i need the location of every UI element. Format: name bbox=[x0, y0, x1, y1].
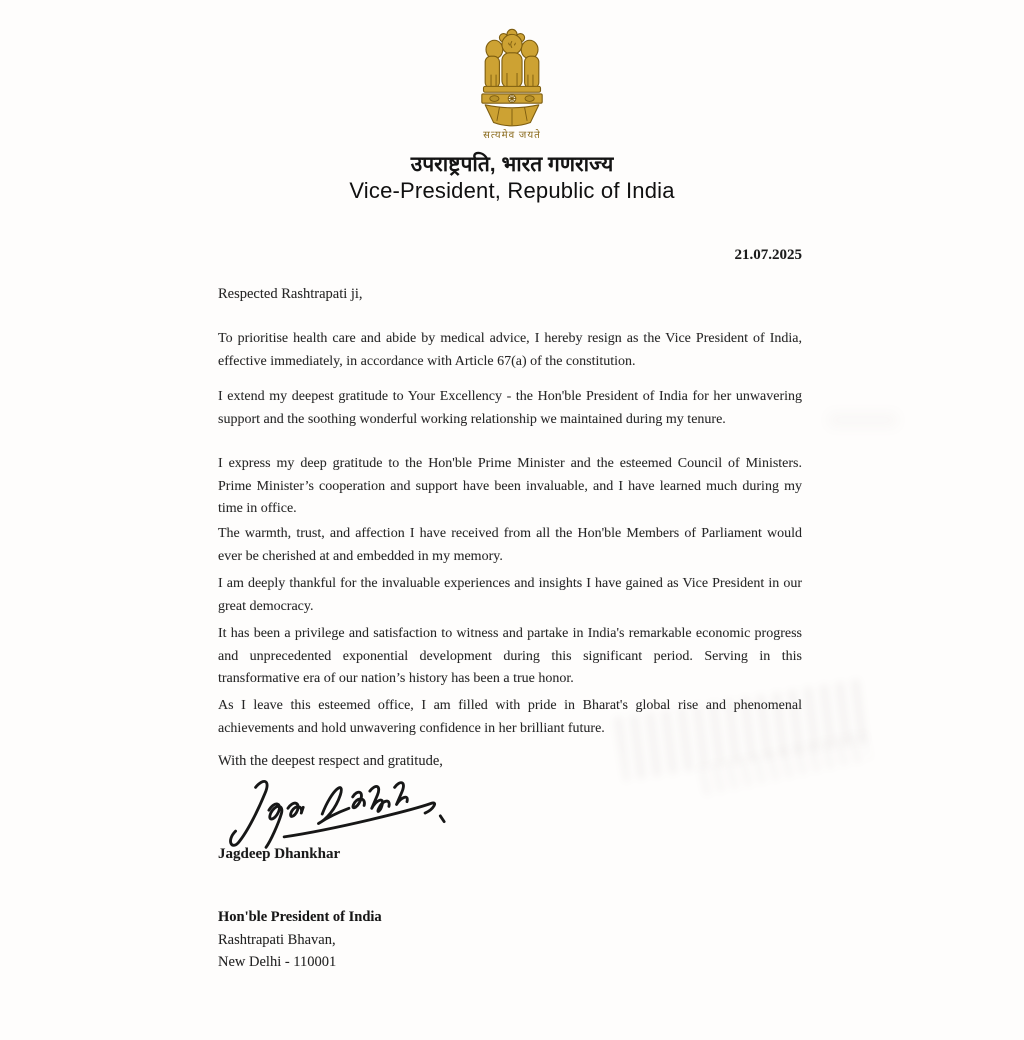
paragraph-resignation: To prioritise health care and abide by medical advice, I hereby resign as the Vice President of India, effective immediately, in accordance with Article 67(a) of the constitution. bbox=[218, 331, 802, 369]
recipient-address-line1: Rashtrapati Bhavan, bbox=[218, 931, 336, 948]
paragraph-parliament: The warmth, trust, and affection I have received from all the Hon'ble Members of Parliament would ever be cherished at and embedded in my memory. bbox=[218, 526, 802, 564]
paragraph-gratitude-pm: I express my deep gratitude to the Hon'ble Prime Minister and the esteemed Council of Ministers. Prime Minister’s cooperation and support have been invaluable, and I have learned much during my time in office. bbox=[218, 456, 802, 516]
emblem-motto: सत्यमेव जयते bbox=[483, 130, 541, 141]
recipient-block bbox=[218, 906, 802, 974]
signatory-name: Jagdeep Dhankhar bbox=[218, 846, 341, 862]
paragraph-farewell: As I leave this esteemed office, I am filled with pride in Bharat's global rise and phenomenal achievements and hold unwavering confidence in her brilliant future. bbox=[218, 698, 802, 736]
letterhead-title-hindi: उपराष्ट्रपति, भारत गणराज्य bbox=[410, 153, 614, 176]
letter-date: 21.07.2025 bbox=[734, 247, 802, 263]
handwritten-signature bbox=[222, 774, 472, 854]
paragraph-gratitude-president: I extend my deepest gratitude to Your Excellency - the Hon'ble President of India for her unwavering support and the soothing wonderful working relationship we maintained during my tenure. bbox=[218, 389, 802, 427]
paragraph-privilege: It has been a privilege and satisfaction to witness and partake in India's remarkable economic progress and unprecedented exponential development during this significant period. Serving in this transformative era of our nation’s history has been a true honor. bbox=[218, 626, 802, 686]
bleed-through-artifact bbox=[828, 412, 898, 428]
recipient-name: Hon'ble President of India bbox=[218, 909, 382, 925]
paragraph-thankful: I am deeply thankful for the invaluable experiences and insights I have gained as Vice President in our great democracy. bbox=[218, 576, 802, 614]
salutation: Respected Rashtrapati ji, bbox=[218, 286, 363, 302]
recipient-address-line2: New Delhi - 110001 bbox=[218, 954, 337, 970]
letter-body bbox=[218, 0, 802, 1040]
letterhead-title-english: Vice-President, Republic of India bbox=[349, 178, 675, 203]
closing-line: With the deepest respect and gratitude, bbox=[218, 753, 443, 769]
